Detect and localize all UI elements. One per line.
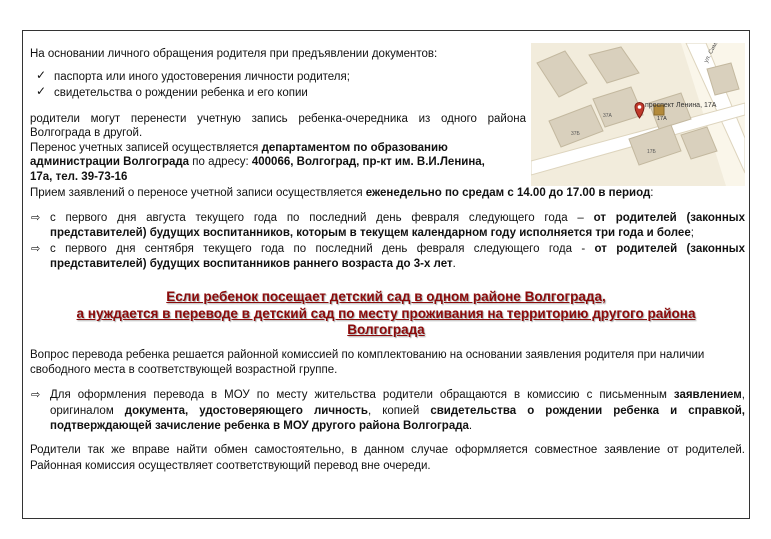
transfer-line3: 17а, тел. 39-73-16 xyxy=(30,171,128,183)
arrow-bullet-icon: ⇨ xyxy=(31,243,41,255)
bullet1-line1-plain: с первого дня августа текущего года по последний день февраля следующего года – xyxy=(50,212,594,224)
para3-line1: Родители так же вправе найти обмен самостоятельно, в данном случае оформляется совместное заявление от родителей. xyxy=(30,444,745,456)
bullet2-line1-plain: с первого дня сентября текущего года по последний день февраля следующего года - xyxy=(50,243,595,255)
bullet3-line2-bold1: документа, удостоверяющего личность xyxy=(124,405,368,417)
bullet3-line1-plain: Для оформления перевода в МОУ по месту жительства родители обращаются в комиссию с письменным xyxy=(50,389,674,401)
transfer-line2 xyxy=(30,156,485,169)
map-street-label: проспект Ленина, 17А xyxy=(645,102,717,109)
transfer-line1 xyxy=(30,142,448,155)
bullet3-line2 xyxy=(50,405,745,418)
document-frame xyxy=(22,30,750,519)
map-building-label: 17А xyxy=(657,116,667,122)
para1-line2: Волгограда в другой. xyxy=(30,127,143,139)
arrow-bullet-icon: ⇨ xyxy=(31,389,41,401)
para3-line2: Районная комиссия осуществляет соответствующий перевод вне очереди. xyxy=(30,460,431,472)
bullet3-line2-bold2: свидетельства о рождении ребенка и справкой, xyxy=(430,405,745,417)
bullet3-line3 xyxy=(50,420,472,433)
map-house-c: 17Б xyxy=(647,149,656,155)
map-canvas xyxy=(531,43,745,186)
reception-bold: еженедельно по средам с 14.00 до 17.00 в период xyxy=(365,187,651,199)
transfer-line2-address: 400066, Волгоград, пр-кт им. В.И.Ленина, xyxy=(251,156,485,168)
location-map[interactable] xyxy=(531,43,745,186)
heading-line1: Если ребенок посещает детский сад в одном районе Волгограда, xyxy=(166,289,606,304)
bullet2-line1-bold: от родителей (законных xyxy=(594,243,746,255)
bullet1-line2-end: ; xyxy=(690,227,694,239)
intro-text: На основании личного обращения родителя при предъявлении документов: xyxy=(30,48,438,60)
para2-line1: Вопрос перевода ребенка решается районной комиссией по комплектованию на основании заявления родителя при наличии xyxy=(30,349,705,361)
map-house-a: 37А xyxy=(603,113,612,119)
bullet3-line1-end: , xyxy=(741,389,745,401)
bullet2-line1 xyxy=(50,243,745,256)
checklist-item-birth-certificate: свидетельства о рождении ребенка и его копии xyxy=(54,87,308,99)
bullet1-line1-bold: от родителей (законных xyxy=(593,212,746,224)
transfer-line2-plain: по адресу: xyxy=(189,156,252,168)
para2-line2: свободного места в соответствующей возрастной группе. xyxy=(30,364,338,376)
heading-line2: а нуждается в переводе в детский сад по месту проживания на территорию другого района xyxy=(76,306,696,321)
para1-line1: родители могут перенести учетную запись ребенка-очередника из одного района xyxy=(30,113,526,125)
bullet3-line2-plain1: оригиналом xyxy=(50,405,125,417)
bullet1-line2 xyxy=(50,227,694,240)
checkmark-icon: ✓ xyxy=(36,84,47,98)
bullet2-line2-bold: представителей) будущих воспитанников раннего возраста до 3-х лет xyxy=(50,258,453,270)
bullet2-line2 xyxy=(50,258,456,271)
bullet3-line1 xyxy=(50,389,745,402)
heading-line3: Волгограда xyxy=(347,322,425,337)
bullet2-line2-end: . xyxy=(452,258,456,270)
arrow-bullet-icon: ⇨ xyxy=(31,212,41,224)
checkmark-icon: ✓ xyxy=(36,68,47,82)
transfer-line2-bold: администрации Волгограда xyxy=(30,156,190,168)
bullet3-line3-end: . xyxy=(468,420,473,432)
bullet3-line3-bold: подтверждающей зачисление ребенка в МОУ другого района Волгограда xyxy=(50,420,469,432)
reception-end: : xyxy=(650,187,654,199)
bullet1-line2-bold: представителей) будущих воспитанников, которым в текущем календарном году исполняется три года и более xyxy=(50,227,691,239)
transfer-line1-plain: Перенос учетных записей осуществляется xyxy=(30,142,262,154)
bullet1-line1 xyxy=(50,212,745,225)
bullet3-line1-bold: заявлением xyxy=(673,389,742,401)
map-house-b: 37Б xyxy=(571,131,580,137)
reception-plain: Прием заявлений о переносе учетной записи осуществляется xyxy=(30,187,366,199)
checklist-item-passport: паспорта или иного удостоверения личности родителя; xyxy=(54,71,350,83)
transfer-line1-bold: департаментом по образованию xyxy=(261,142,448,154)
reception-line xyxy=(30,187,653,200)
bullet3-line2-plain2: , копией xyxy=(367,405,431,417)
